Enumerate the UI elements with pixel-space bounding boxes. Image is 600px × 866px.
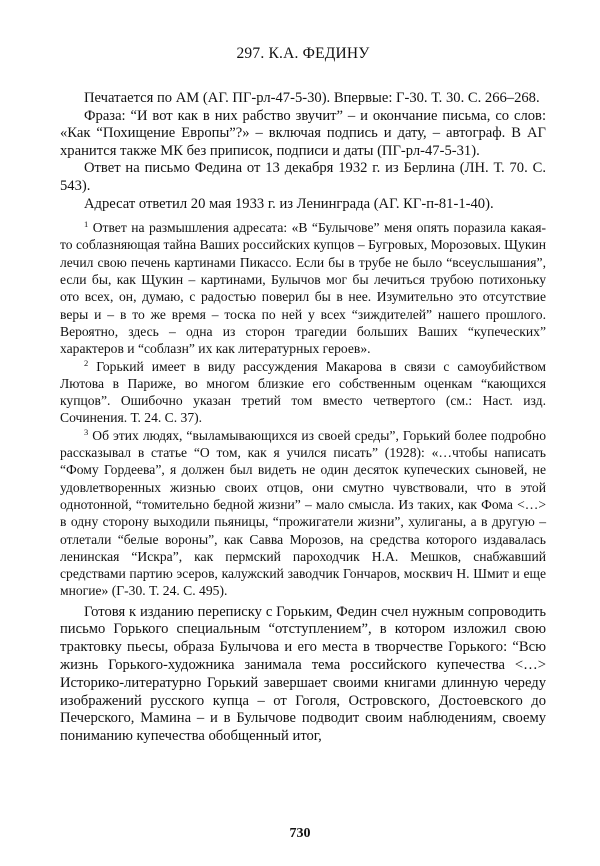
footnote-3 — [60, 427, 546, 600]
source-paragraph-4: Адресат ответил 20 мая 1933 г. из Ленинграда (АГ. КГ-п-81-1-40). — [84, 195, 494, 212]
source-paragraph-2: Фраза: “И вот как в них рабство звучит” – и окончание письма, со слов: «Как “Похищение Европы”?» – включая подпись и дату, – автограф. В АГ хранится также МК без приписок, подписи и даты (ПГ-рл-47-5-31). — [60, 107, 546, 159]
footnotes — [60, 219, 546, 600]
footnote-1-text: Ответ на размышления адресата: «В “Булычове” меня опять поразила какая-то соблазняющая тайна Ваших российских купцов – Бугровых, Морозовых. Щукин лечил свою печень картинами Пикассо. Если бы в трубе не было “всеуслышания”, если бы, как Щукин – картинами, Булычов мог бы лечиться трубою потихоньку ото всех, он, думаю, с радостью поверил бы в нее. Изумительно это отсутствие веры и – в то же время – тоска по ней у всех “зиждителей” нашего прошлого. Вероятно, здесь – одна из сторон трагедии больших Ваших “купеческих” характеров и “соблазн” их как литературных героев». — [60, 220, 546, 357]
document-page — [60, 44, 546, 746]
footnote-2 — [60, 358, 546, 427]
commentary-paragraph-1: Готовя к изданию переписку с Горьким, Федин счел нужным сопроводить письмо Горького специальным “отступлением”, в котором изложил свою трактовку пьесы, образа Булычова и его места в творчестве Горького: “Всю жизнь Горького-художника занимала тема российского купечества <…> Историко-литературно Горький завершает своими книгами длинную череду изображений русского купца – от Гоголя, Островского, Достоевского до Печерского, Мамина – и в Булычове подводит своим наблюдениям, своему пониманию купечества обобщенный итог, — [60, 603, 546, 745]
source-notes — [60, 90, 546, 213]
footnote-2-number: 2 — [84, 357, 89, 368]
footnote-3-number: 3 — [84, 426, 89, 437]
footnote-3-text: Об этих людях, “выламывающихся из своей среды”, Горький более подробно рассказывал в статье “О том, как я учился писать” (1928): «…чтобы написать “Фому Гордеева”, я должен был видеть не один десяток купеческих сыновей, не удовлетворенных жизнью своих отцов, они смутно чувствовали, что в этой однотонной, “томительно бедной жизни” – мало смысла. Из таких, как Фома <…> в одну сторону выходили пьяницы, “прожигатели жизни”, хулиганы, а в другую – отлетали “белые вороны”, как Савва Морозов, на средства которого издавалась ленинская “Искра”, как пермский пароходчик Н.А. Мешков, снабжавший средствами партию эсеров, калужский заводчик Гончаров, москвич Н. Шмит и еще многие» (Г-30. Т. 24. С. 495). — [60, 427, 546, 599]
source-paragraph-1: Печатается по АМ (АГ. ПГ-рл-47-5-30). Впервые: Г-30. Т. 30. С. 266–268. — [84, 90, 540, 106]
page-number: 730 — [289, 826, 311, 841]
footnote-2-text: Горький имеет в виду рассуждения Макарова в связи с самоубийством Лютова в Париже, во многом близкие его собственным оценкам “кающихся купцов”. Ошибочно указан третий том вместо четвертого (см.: Наст. изд. Сочинения. Т. 24. С. 37). — [60, 358, 546, 426]
source-paragraph-3: Ответ на письмо Федина от 13 декабря 1932 г. из Берлина (ЛН. Т. 70. С. 543). — [60, 160, 546, 194]
footnote-1 — [60, 219, 546, 357]
commentary-body — [60, 604, 546, 746]
letter-heading: 297. К.А. ФЕДИНУ — [236, 45, 370, 62]
footnote-1-number: 1 — [84, 219, 89, 230]
